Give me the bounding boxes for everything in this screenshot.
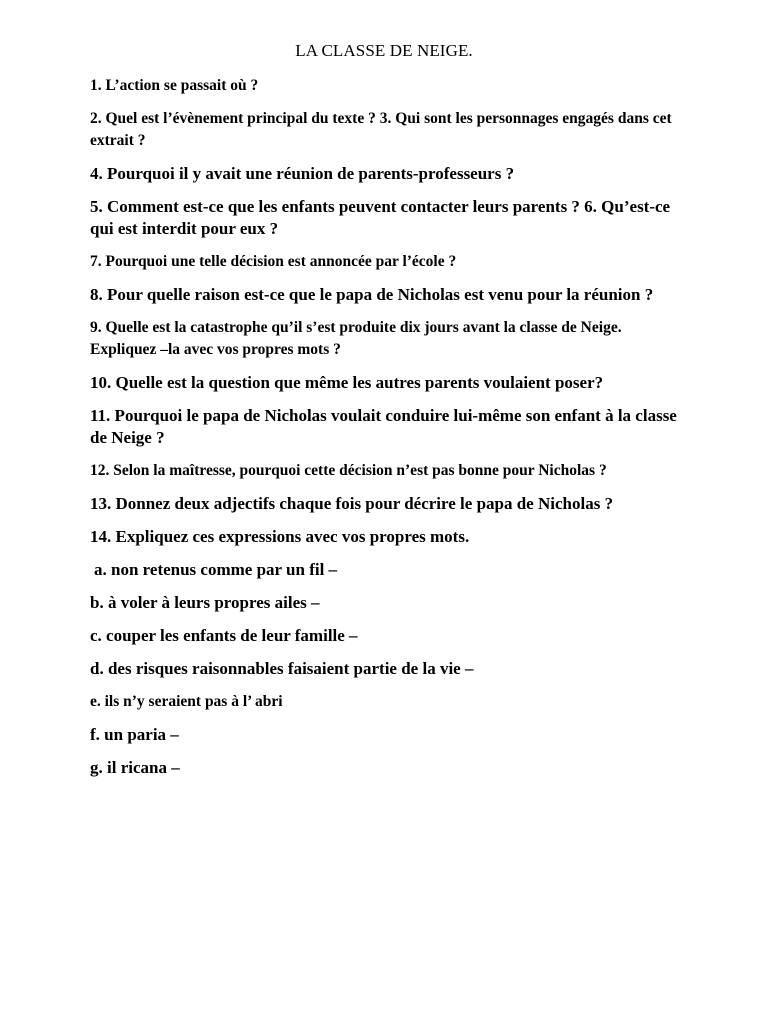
expression-d: d. des risques raisonnables faisaient partie de la vie – <box>90 659 474 678</box>
question-7: 7. Pourquoi une telle décision est annoncée par l’école ? <box>90 253 457 270</box>
expression-f: f. un paria – <box>90 725 179 744</box>
question-14: 14. Expliquez ces expressions avec vos propres mots. <box>90 527 470 546</box>
expression-g: g. il ricana – <box>90 758 180 777</box>
question-list <box>90 75 690 790</box>
expression-a: a. non retenus comme par un fil – <box>94 560 338 579</box>
question-13: 13. Donnez deux adjectifs chaque fois pour décrire le papa de Nicholas ? <box>90 494 614 513</box>
question-4: 4. Pourquoi il y avait une réunion de parents-professeurs ? <box>90 164 515 183</box>
question-8: 8. Pour quelle raison est-ce que le papa de Nicholas est venu pour la réunion ? <box>90 285 654 304</box>
document-title: LA CLASSE DE NEIGE. <box>295 41 473 60</box>
question-11: 11. Pourquoi le papa de Nicholas voulait conduire lui-même son enfant à la classe de Neige ? <box>90 406 677 447</box>
expression-c: c. couper les enfants de leur famille – <box>90 626 358 645</box>
question-12: 12. Selon la maîtresse, pourquoi cette décision n’est pas bonne pour Nicholas ? <box>90 462 607 479</box>
question-9: 9. Quelle est la catastrophe qu’il s’est produite dix jours avant la classe de Neige. Expliquez –la avec vos propres mots ? <box>90 319 622 358</box>
expression-b: b. à voler à leurs propres ailes – <box>90 593 320 612</box>
question-5-6: 5. Comment est-ce que les enfants peuvent contacter leurs parents ? 6. Qu’est-ce qui est interdit pour eux ? <box>90 197 671 238</box>
expression-e: e. ils n’y seraient pas à l’ abri <box>90 693 283 710</box>
question-1: 1. L’action se passait où ? <box>90 77 259 94</box>
question-10: 10. Quelle est la question que même les autres parents voulaient poser? <box>90 373 604 392</box>
question-2-3: 2. Quel est l’évènement principal du texte ? 3. Qui sont les personnages engagés dans cet extrait ? <box>90 110 672 149</box>
